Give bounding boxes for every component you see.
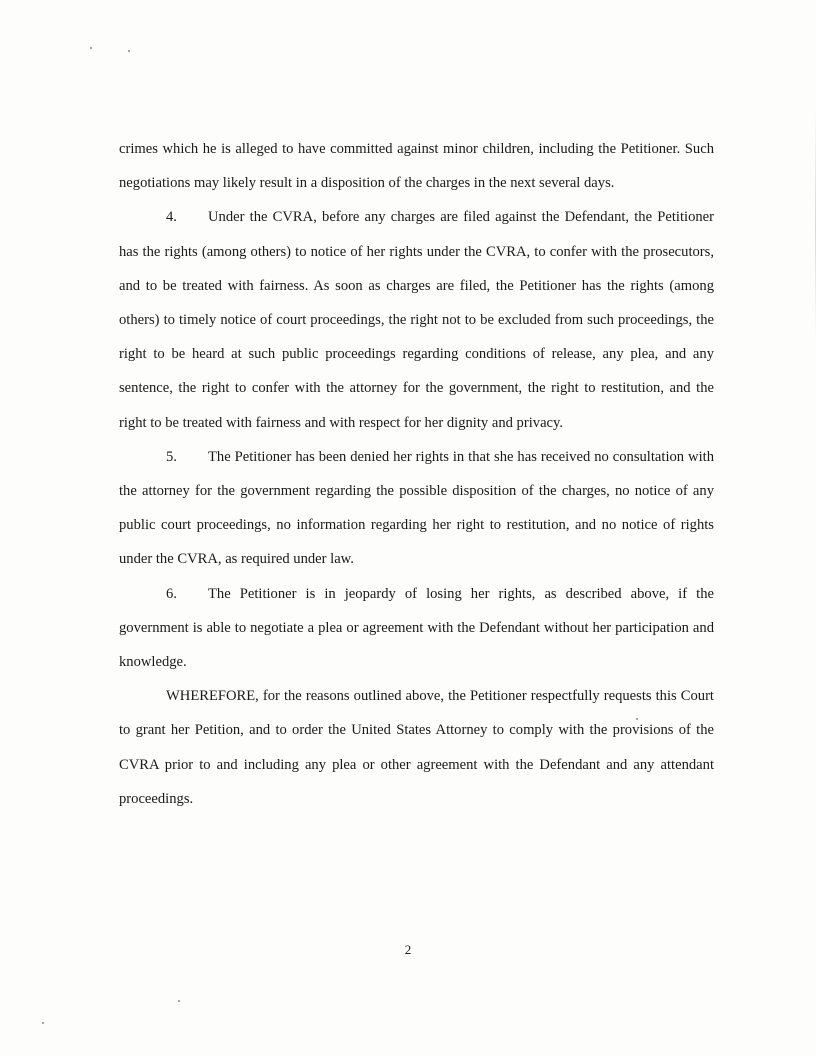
scan-speck <box>42 1022 44 1024</box>
wherefore-paragraph: WHEREFORE, for the reasons outlined above, the Petitioner respectfully requests this Court to grant her Petition, and to order the United States Attorney to comply with the provisions of the CVRA prior to and including any plea or other agreement with the Defendant and any attendant proceedings. <box>119 688 714 807</box>
document-body <box>119 132 714 816</box>
scan-speck <box>178 1000 180 1002</box>
page-number: 2 <box>404 942 412 957</box>
paragraph-text: The Petitioner is in jeopardy of losing her rights, as described above, if the government is able to negotiate a plea or agreement with the Defendant without her participation and knowledge. <box>119 585 714 671</box>
paragraph-6 <box>119 577 714 680</box>
scan-speck <box>128 50 130 52</box>
continuation-paragraph: crimes which he is alleged to have committed against minor children, including the Petitioner. Such negotiations may likely result in a disposition of the charges in the next several days. <box>119 141 714 192</box>
paragraph-4 <box>119 200 714 439</box>
paragraph-number: 6. <box>166 585 177 602</box>
scan-speck <box>90 47 92 49</box>
paragraph-text: The Petitioner has been denied her rights in that she has received no consultation with the attorney for the government regarding the possible disposition of the charges, no notice of any public court proceedings, no information regarding her right to restitution, and no notice of rights under the CVRA, as required under law. <box>119 448 714 568</box>
paragraph-text: Under the CVRA, before any charges are filed against the Defendant, the Petitioner has the rights (among others) to notice of her rights under the CVRA, to confer with the prosecutors, and to be treated with fairness. As soon as charges are filed, the Petitioner has the rights (among others) to timely notice of court proceedings, the right not to be excluded from such proceedings, the right to be heard at such public proceedings regarding conditions of release, any plea, and any sentence, the right to confer with the attorney for the government, the right to restitution, and the right to be treated with fairness and with respect for her dignity and privacy. <box>119 209 714 431</box>
paragraph-number: 5. <box>166 448 177 465</box>
paragraph-5 <box>119 440 714 577</box>
paragraph-number: 4. <box>166 209 177 226</box>
